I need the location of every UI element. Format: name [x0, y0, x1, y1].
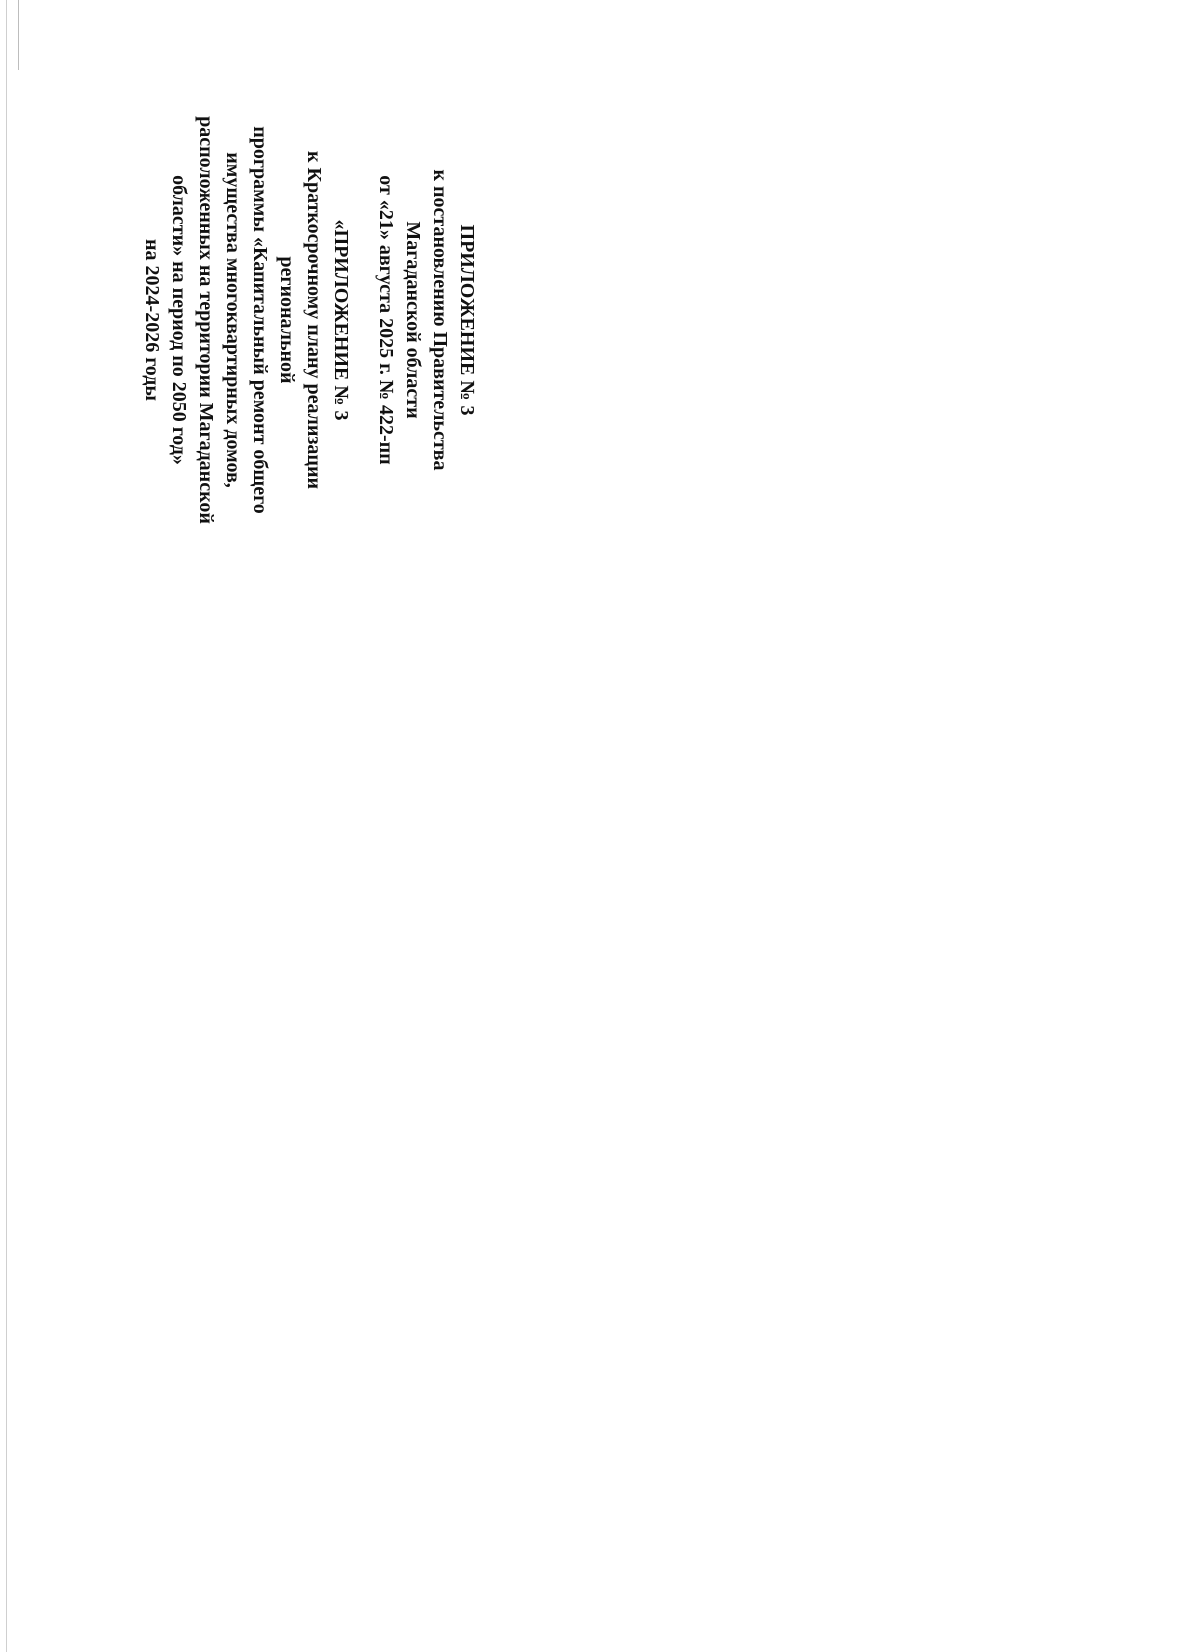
header-line-2: к постановлению Правительства — [429, 169, 451, 471]
scan-edge-mark — [0, 0, 19, 70]
header-line-4: от «21» августа 2025 г. № 422-пп — [375, 175, 397, 465]
document-header-rotated — [138, 110, 480, 530]
header-line-5: «ПРИЛОЖЕНИЕ № 3 — [330, 219, 352, 421]
header-line-1: ПРИЛОЖЕНИЕ № 3 — [456, 224, 478, 416]
header-line-8: имущества многоквартирных домов, — [222, 152, 244, 488]
header-gap — [354, 110, 372, 530]
scan-border-line — [6, 0, 7, 1652]
header-line-6: к Краткосрочному плану реализации региональной — [276, 150, 325, 490]
document-header — [120, 110, 480, 530]
header-line-3: Магаданской области — [402, 221, 424, 419]
header-line-9: расположенных на территории Магаданской — [195, 116, 217, 524]
header-line-10: области» на период по 2050 год» — [168, 175, 190, 465]
header-line-7: программы «Капитальный ремонт общего — [249, 126, 271, 514]
header-line-11: на 2024-2026 годы — [141, 239, 163, 401]
